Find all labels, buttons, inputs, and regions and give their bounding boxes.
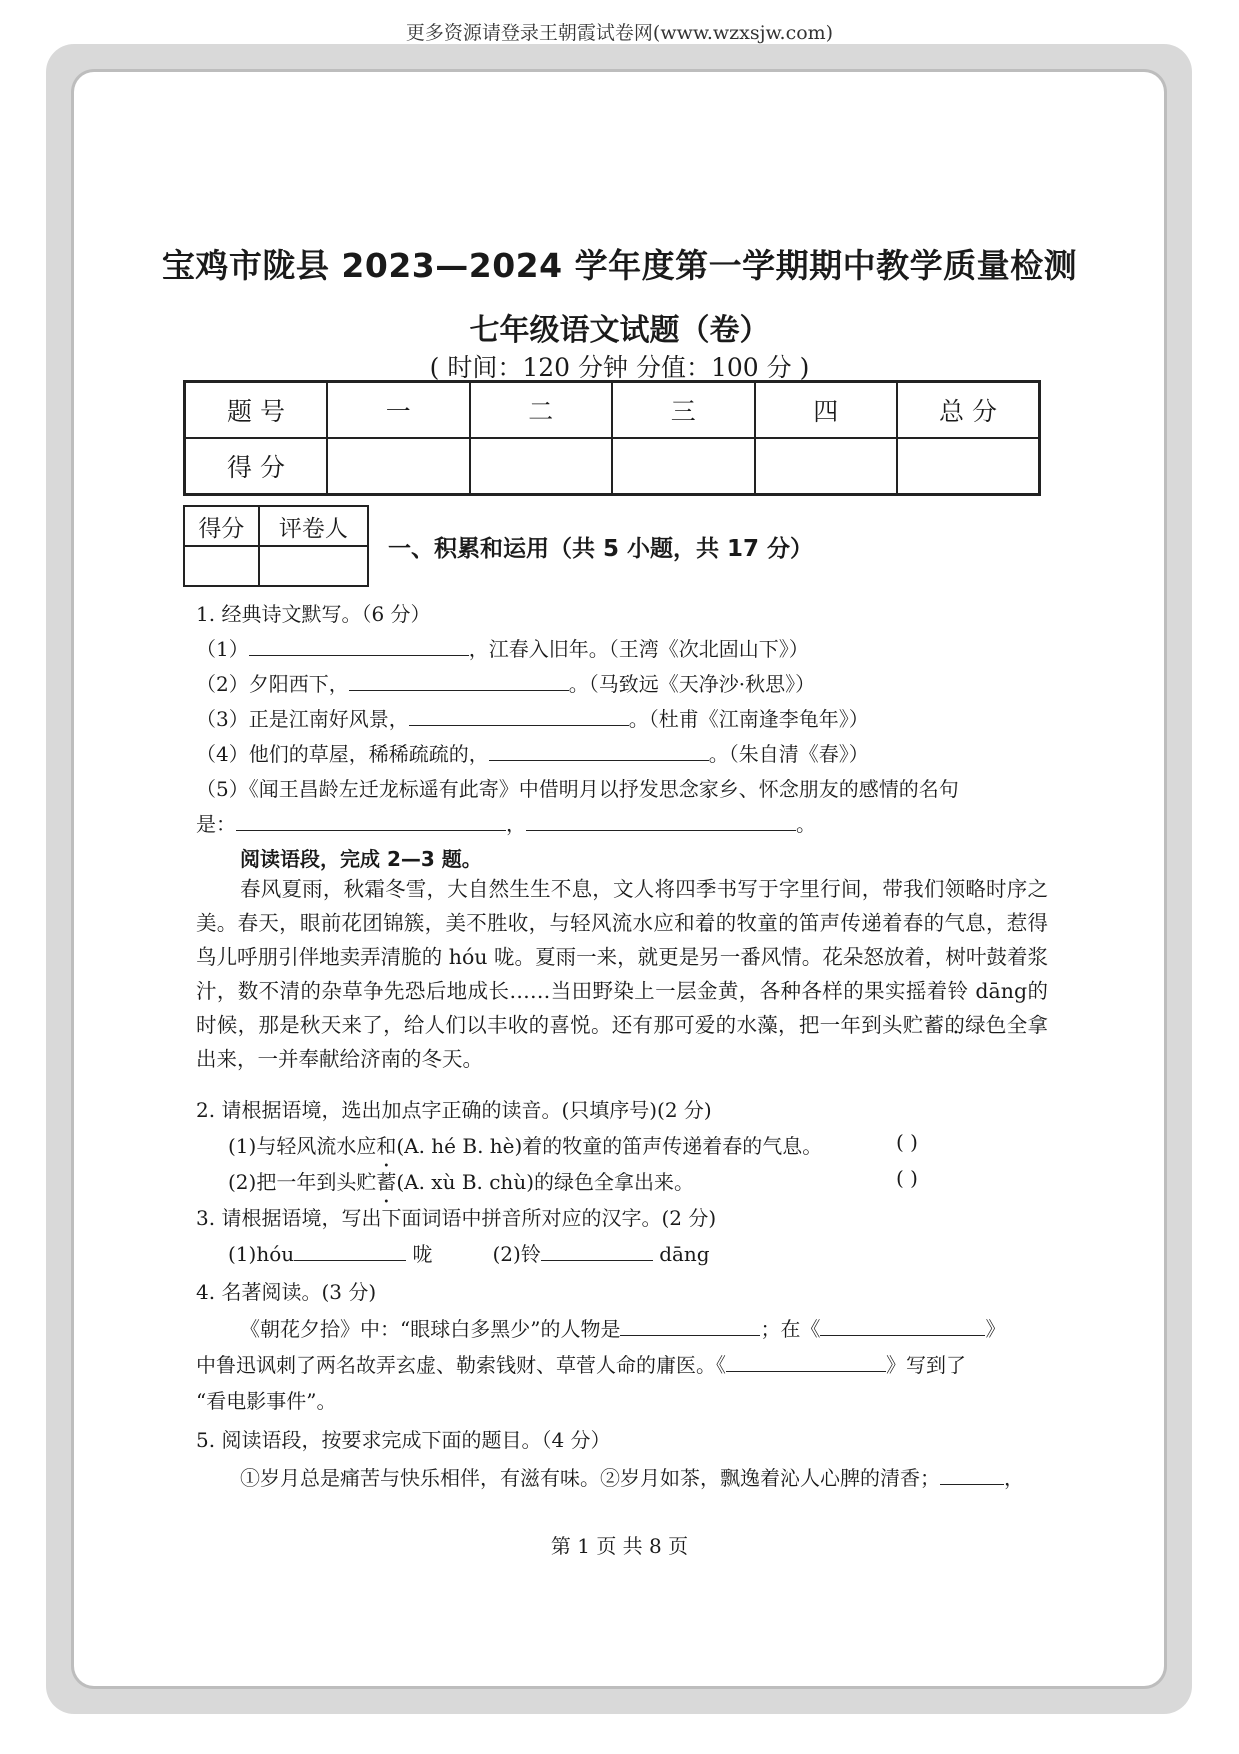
exam-subtitle: 七年级语文试题（卷） [469,313,770,348]
dotted-char-he: 和 [674,911,695,935]
q1-l4-pre: （4）他们的草屋，稀稀疏疏的， [196,742,489,766]
q1-line-4 [196,738,869,767]
q1-line-3 [196,703,869,732]
header-cell: 一 [327,382,470,439]
score-cell[interactable] [470,438,613,495]
passage-start: 春风夏雨，秋霜冬雪，大自然生生不息，文人将四季书写于字里行间，带我们领略时序之美。春天，眼前花团锦簇，美不胜收，与轻风流水应 [196,877,1048,935]
score-table-score-row [185,438,1040,495]
answer-blank[interactable] [409,705,629,726]
answer-blank[interactable] [249,635,469,656]
q1-line-6 [196,808,816,837]
header-cell: 总 分 [897,382,1040,439]
answer-blank[interactable] [294,1240,406,1261]
score-cell[interactable] [612,438,755,495]
q1-l6-post: 。 [796,812,816,836]
passage-end: 的绿色全拿出来，一并奉献给济南的冬天。 [196,1013,1049,1071]
dotted-char-xu: 蓄 [376,1170,397,1194]
answer-blank[interactable] [349,670,569,691]
website-note: 更多资源请登录王朝霞试卷网(www.wzxsjw.com) [405,22,834,44]
q5-line-1 [240,1462,1024,1491]
q4-l1-pre: 《朝花夕拾》中：“眼球白多黑少”的人物是 [240,1317,621,1341]
header-cell: 题 号 [185,382,328,439]
passage-middle: 着的牧童的笛声传递着春的气息，惹得鸟儿呼朋引伴地卖弄清脆的 hóu 咙。夏雨一来，就更是另一番风情。花朵怒放着，树叶鼓着浆汁，数不清的杂草争先恐后地成长……当田野染上一层金黄，各种各样的果实摇着铃 dāng的时候，那是秋天来了，给人们以丰收的喜悦。还有那可爱的水藻，把一年到头贮 [196,911,1049,1037]
section-one-title: 一、积累和运用（共 5 小题，共 17 分） [388,536,814,562]
q4-line-3: “看电影事件”。 [196,1389,337,1413]
answer-blank[interactable] [526,810,796,831]
q1-l1-post: ，江春入旧年。（王湾《次北固山下》） [468,637,809,661]
q1-line-5: （5）《闻王昌龄左迁龙标遥有此寄》中借明月以抒发思念家乡、怀念朋友的感情的名句 [196,777,959,801]
q3-title: 3. 请根据语境，写出下面词语中拼音所对应的汉字。(2 分) [196,1206,717,1230]
q4-line-2 [196,1349,966,1378]
q3-a-post: 咙 [406,1242,433,1266]
q4-l1-mid: ；在《 [760,1317,821,1341]
q4-title: 4. 名著阅读。(3 分) [196,1280,377,1304]
q2-answer-paren-1[interactable]: ( ) [896,1130,918,1154]
q2-a-post: (A. hé B. hè)着的牧童的笛声传递着春的气息。 [396,1134,823,1158]
grader-table-blank-row [184,546,368,586]
q2-a-pre: (1)与轻风流水应 [228,1134,377,1158]
grader-score-cell[interactable] [184,546,259,586]
answer-blank[interactable] [820,1315,985,1336]
answer-blank[interactable] [236,810,506,831]
answer-blank[interactable] [940,1464,1004,1485]
q1-l3-pre: （3）正是江南好风景， [196,707,409,731]
q5-title: 5. 阅读语段，按要求完成下面的题目。（4 分） [196,1428,611,1452]
q2-answer-paren-2[interactable]: ( ) [896,1166,918,1190]
q1-l3-post: 。（杜甫《江南逢李龟年》） [628,707,869,731]
q1-l2-pre: （2）夕阳西下， [196,672,349,696]
q5-l1-pre: ①岁月总是痛苦与快乐相伴，有滋有味。②岁月如茶，飘逸着沁人心脾的清香； [240,1466,940,1490]
reading-passage [196,872,1048,1076]
q2-title: 2. 请根据语境，选出加点字正确的读音。(只填序号)(2 分) [196,1098,712,1122]
grader-name-label: 评卷人 [259,506,368,546]
page-footer: 第 1 页 共 8 页 [550,1534,689,1558]
q2-item-2 [228,1166,694,1195]
q2-b-pre: (2)把一年到头贮 [228,1170,377,1194]
answer-blank[interactable] [620,1315,760,1336]
dotted-char-xu: 蓄 [923,1013,945,1037]
reading-intro: 阅读语段，完成 2—3 题。 [240,847,482,871]
grader-table-header-row [184,506,368,546]
row-label-cell: 得 分 [185,438,328,495]
header-cell: 二 [470,382,613,439]
dotted-char-he: 和 [376,1134,397,1158]
q3-a-pre: (1)hóu [228,1242,295,1266]
q1-l1-pre: （1） [196,637,249,661]
answer-blank[interactable] [726,1351,886,1372]
grader-score-label: 得分 [184,506,259,546]
q5-l1-post: ， [1004,1466,1024,1490]
score-cell[interactable] [327,438,470,495]
q1-l4-post: 。（朱自清《春》） [708,742,869,766]
grader-table [183,505,369,587]
header-cell: 三 [612,382,755,439]
header-cell: 四 [755,382,898,439]
score-table-header-row [185,382,1040,439]
exam-title: 宝鸡市陇县 2023—2024 学年度第一学期期中教学质量检测 [161,246,1078,285]
q4-l1-post: 》 [985,1317,1006,1341]
q2-item-1 [228,1130,822,1159]
q1-line-2 [196,668,815,697]
q3-items [228,1238,710,1267]
score-cell[interactable] [755,438,898,495]
time-and-score: ( 时间：120 分钟 分值：100 分 ) [429,353,810,382]
q2-b-post: (A. xù B. chù)的绿色全拿出来。 [396,1170,694,1194]
score-table [183,380,1041,496]
q1-title: 1. 经典诗文默写。（6 分） [196,602,431,626]
q1-line-1 [196,633,809,662]
q4-l2-post: 》写到了 [886,1353,966,1377]
q3-b-pre: (2)铃 [492,1242,541,1266]
q1-l6-pre: 是： [196,812,236,836]
q1-l2-post: 。（马致远《天净沙·秋思》） [568,672,816,696]
answer-blank[interactable] [541,1240,653,1261]
score-cell[interactable] [897,438,1040,495]
q4-l2-pre: 中鲁迅讽刺了两名故弄玄虚、勒索钱财、草菅人命的庸医。《 [196,1353,726,1377]
q1-l6-mid: ， [506,812,526,836]
answer-blank[interactable] [489,740,709,761]
grader-name-cell[interactable] [259,546,368,586]
q4-line-1 [240,1313,1005,1342]
q3-b-post: dāng [652,1242,710,1266]
